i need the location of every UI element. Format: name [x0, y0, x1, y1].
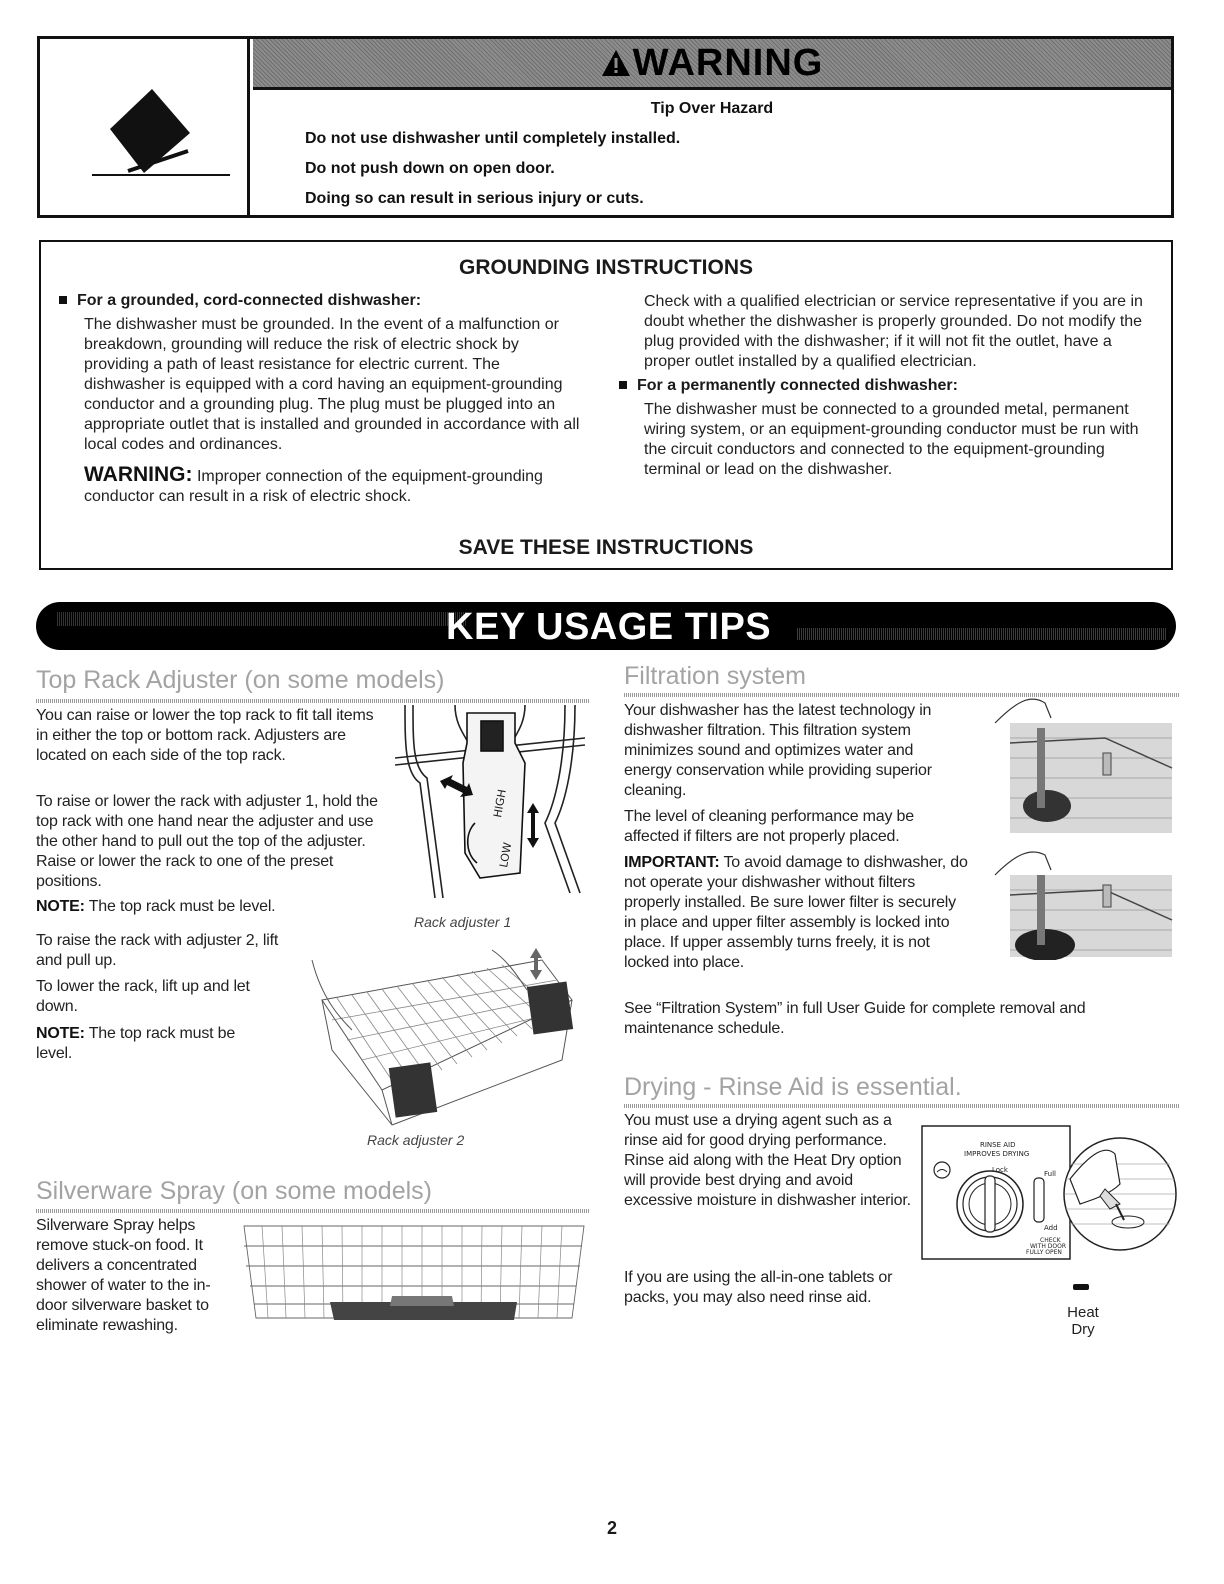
- top-rack-p1: You can raise or lower the top rack to fit tall items in either the top or bottom rack. Adjusters are located on each side of the top rack.: [36, 707, 374, 764]
- save-instructions: SAVE THESE INSTRUCTIONS: [458, 536, 754, 559]
- rack-low-label: LOW: [497, 841, 515, 869]
- filtration-important: IMPORTANT: To avoid damage to dishwasher, do not operate your dishwasher without filters properly installed. Be sure lower filter is securely in place and upper filter assembly is locked into place. If upper assembly turns freely, it is not locked into place.: [624, 854, 968, 971]
- rack-adjuster-1-caption: Rack adjuster 1: [414, 914, 512, 930]
- heat-dry-label: Heat Dry: [1067, 1304, 1099, 1338]
- warning-banner: [253, 39, 1171, 90]
- dispenser-check-1: CHECK: [1040, 1237, 1061, 1244]
- warning-line-2: Do not push down on open door.: [305, 160, 555, 177]
- filtration-heading: Filtration system: [624, 662, 806, 690]
- rack-adjuster-2-illustration: [292, 940, 582, 1130]
- corded-body: The dishwasher must be grounded. In the event of a malfunction or breakdown, grounding will reduce the risk of electric shock by providing a path of least resistance for electric current. The dishwasher is equipped with a cord having an equipment-grounding conductor and a grounding plug. The plug must be plugged into an appropriate outlet that is installed and grounded in accordance with all local codes and ordinances.: [84, 316, 580, 453]
- tip-over-icon: [40, 39, 240, 209]
- filtration-p1: Your dishwasher has the latest technology in dishwasher filtration. This filtration system minimizes sound and optimizes water and energy conservation while providing superior cleaning.: [624, 702, 932, 799]
- filtration-p3: See “Filtration System” in full User Guide for complete removal and maintenance schedule.: [624, 1000, 1086, 1037]
- dispenser-title-1: RINSE AID: [980, 1141, 1016, 1149]
- filter-removal-illustration-2: [985, 845, 1175, 960]
- top-rack-note-2: NOTE: The top rack must be level.: [36, 1025, 236, 1062]
- top-rack-p3: To raise the rack with adjuster 2, lift and pull up.: [36, 932, 279, 969]
- top-rack-p2: To raise or lower the rack with adjuster 1, hold the top rack with one hand near the adjuster and use the other hand to pull out the top of the adjuster. Raise or lower the rack to one of the preset positions.: [36, 793, 378, 890]
- warning-banner-text: WARNING: [632, 41, 824, 84]
- dispenser-add-label: Add: [1044, 1224, 1058, 1232]
- filter-removal-illustration-1: [985, 688, 1175, 838]
- filtration-p2: The level of cleaning performance may be affected if filters are not properly placed.: [624, 808, 914, 845]
- key-usage-tips-title: KEY USAGE TIPS: [446, 606, 772, 648]
- drying-heading: Drying - Rinse Aid is essential.: [624, 1073, 962, 1101]
- warning-subtitle: Tip Over Hazard: [650, 100, 774, 117]
- tip-over-icon-cell: [40, 39, 250, 215]
- corded-heading: For a grounded, cord-connected dishwasher:: [59, 292, 599, 310]
- heat-dry-indicator-icon: [1073, 1284, 1089, 1290]
- silverware-spray-illustration: [242, 1218, 587, 1333]
- top-rack-heading: Top Rack Adjuster (on some models): [36, 666, 445, 694]
- key-usage-tips-banner: [36, 602, 1176, 650]
- up-down-arrow-icon: [530, 948, 542, 980]
- bullet-square-icon: [619, 381, 627, 389]
- section-divider: [624, 1104, 1180, 1108]
- dispenser-check-3: FULLY OPEN: [1026, 1249, 1062, 1256]
- dispenser-check-2: WITH DOOR: [1030, 1243, 1067, 1250]
- top-rack-p4: To lower the rack, lift up and let down.: [36, 978, 250, 1015]
- rinse-aid-dispenser-illustration: [920, 1124, 1180, 1264]
- rack-high-label: HIGH: [491, 788, 509, 819]
- important-label: IMPORTANT:: [624, 854, 720, 871]
- permanent-body: The dishwasher must be connected to a grounded metal, permanent wiring system, or an equipment-grounding conductor must be run with the circuit conductors and connected to the equipment-grounding terminal or lead on the dishwasher.: [644, 401, 1139, 478]
- grounding-warning: WARNING: Improper connection of the equipment-grounding conductor can result in a risk of electric shock.: [84, 463, 543, 505]
- silverware-body: Silverware Spray helps remove stuck-on food. It delivers a concentrated shower of water to the in-door silverware basket to eliminate rewashing.: [36, 1217, 211, 1334]
- rack-adjuster-2-caption: Rack adjuster 2: [367, 1132, 465, 1148]
- dispenser-title-2: IMPROVES DRYING: [964, 1150, 1030, 1158]
- grounding-warning-label: WARNING:: [84, 463, 193, 486]
- grounding-box: [39, 240, 1173, 570]
- check-text: Check with a qualified electrician or service representative if you are in doubt whether the dishwasher is properly grounded. Do not modify the plug provided with the dishwasher; if it will not fit the outlet, have a proper outlet installed by a qualified electrician.: [644, 293, 1143, 370]
- dispenser-full-label: Full: [1044, 1170, 1056, 1178]
- warning-line-3: Doing so can result in serious injury or cuts.: [305, 190, 644, 207]
- grounding-left-column: [59, 292, 599, 507]
- warning-box: [37, 36, 1174, 218]
- warning-line-1: Do not use dishwasher until completely installed.: [305, 130, 681, 147]
- dispenser-lock-label: Lock: [992, 1166, 1008, 1174]
- top-rack-note-1: NOTE: The top rack must be level.: [36, 898, 276, 915]
- page-number: 2: [606, 1518, 617, 1538]
- bullet-square-icon: [59, 296, 67, 304]
- silverware-heading: Silverware Spray (on some models): [36, 1177, 432, 1205]
- permanent-heading: For a permanently connected dishwasher:: [619, 377, 1159, 395]
- alert-triangle-icon: [601, 49, 631, 77]
- grounding-title: GROUNDING INSTRUCTIONS: [459, 256, 753, 279]
- drying-p2: If you are using the all-in-one tablets or packs, you may also need rinse aid.: [624, 1269, 893, 1306]
- rack-adjuster-1-illustration: [395, 703, 585, 903]
- grounding-right-column: [619, 292, 1159, 480]
- section-divider: [36, 1209, 589, 1213]
- drying-p1: You must use a drying agent such as a rinse aid for good drying performance. Rinse aid along with the Heat Dry option will provide best drying and avoid excessive moisture in dishwasher interior.: [624, 1112, 911, 1209]
